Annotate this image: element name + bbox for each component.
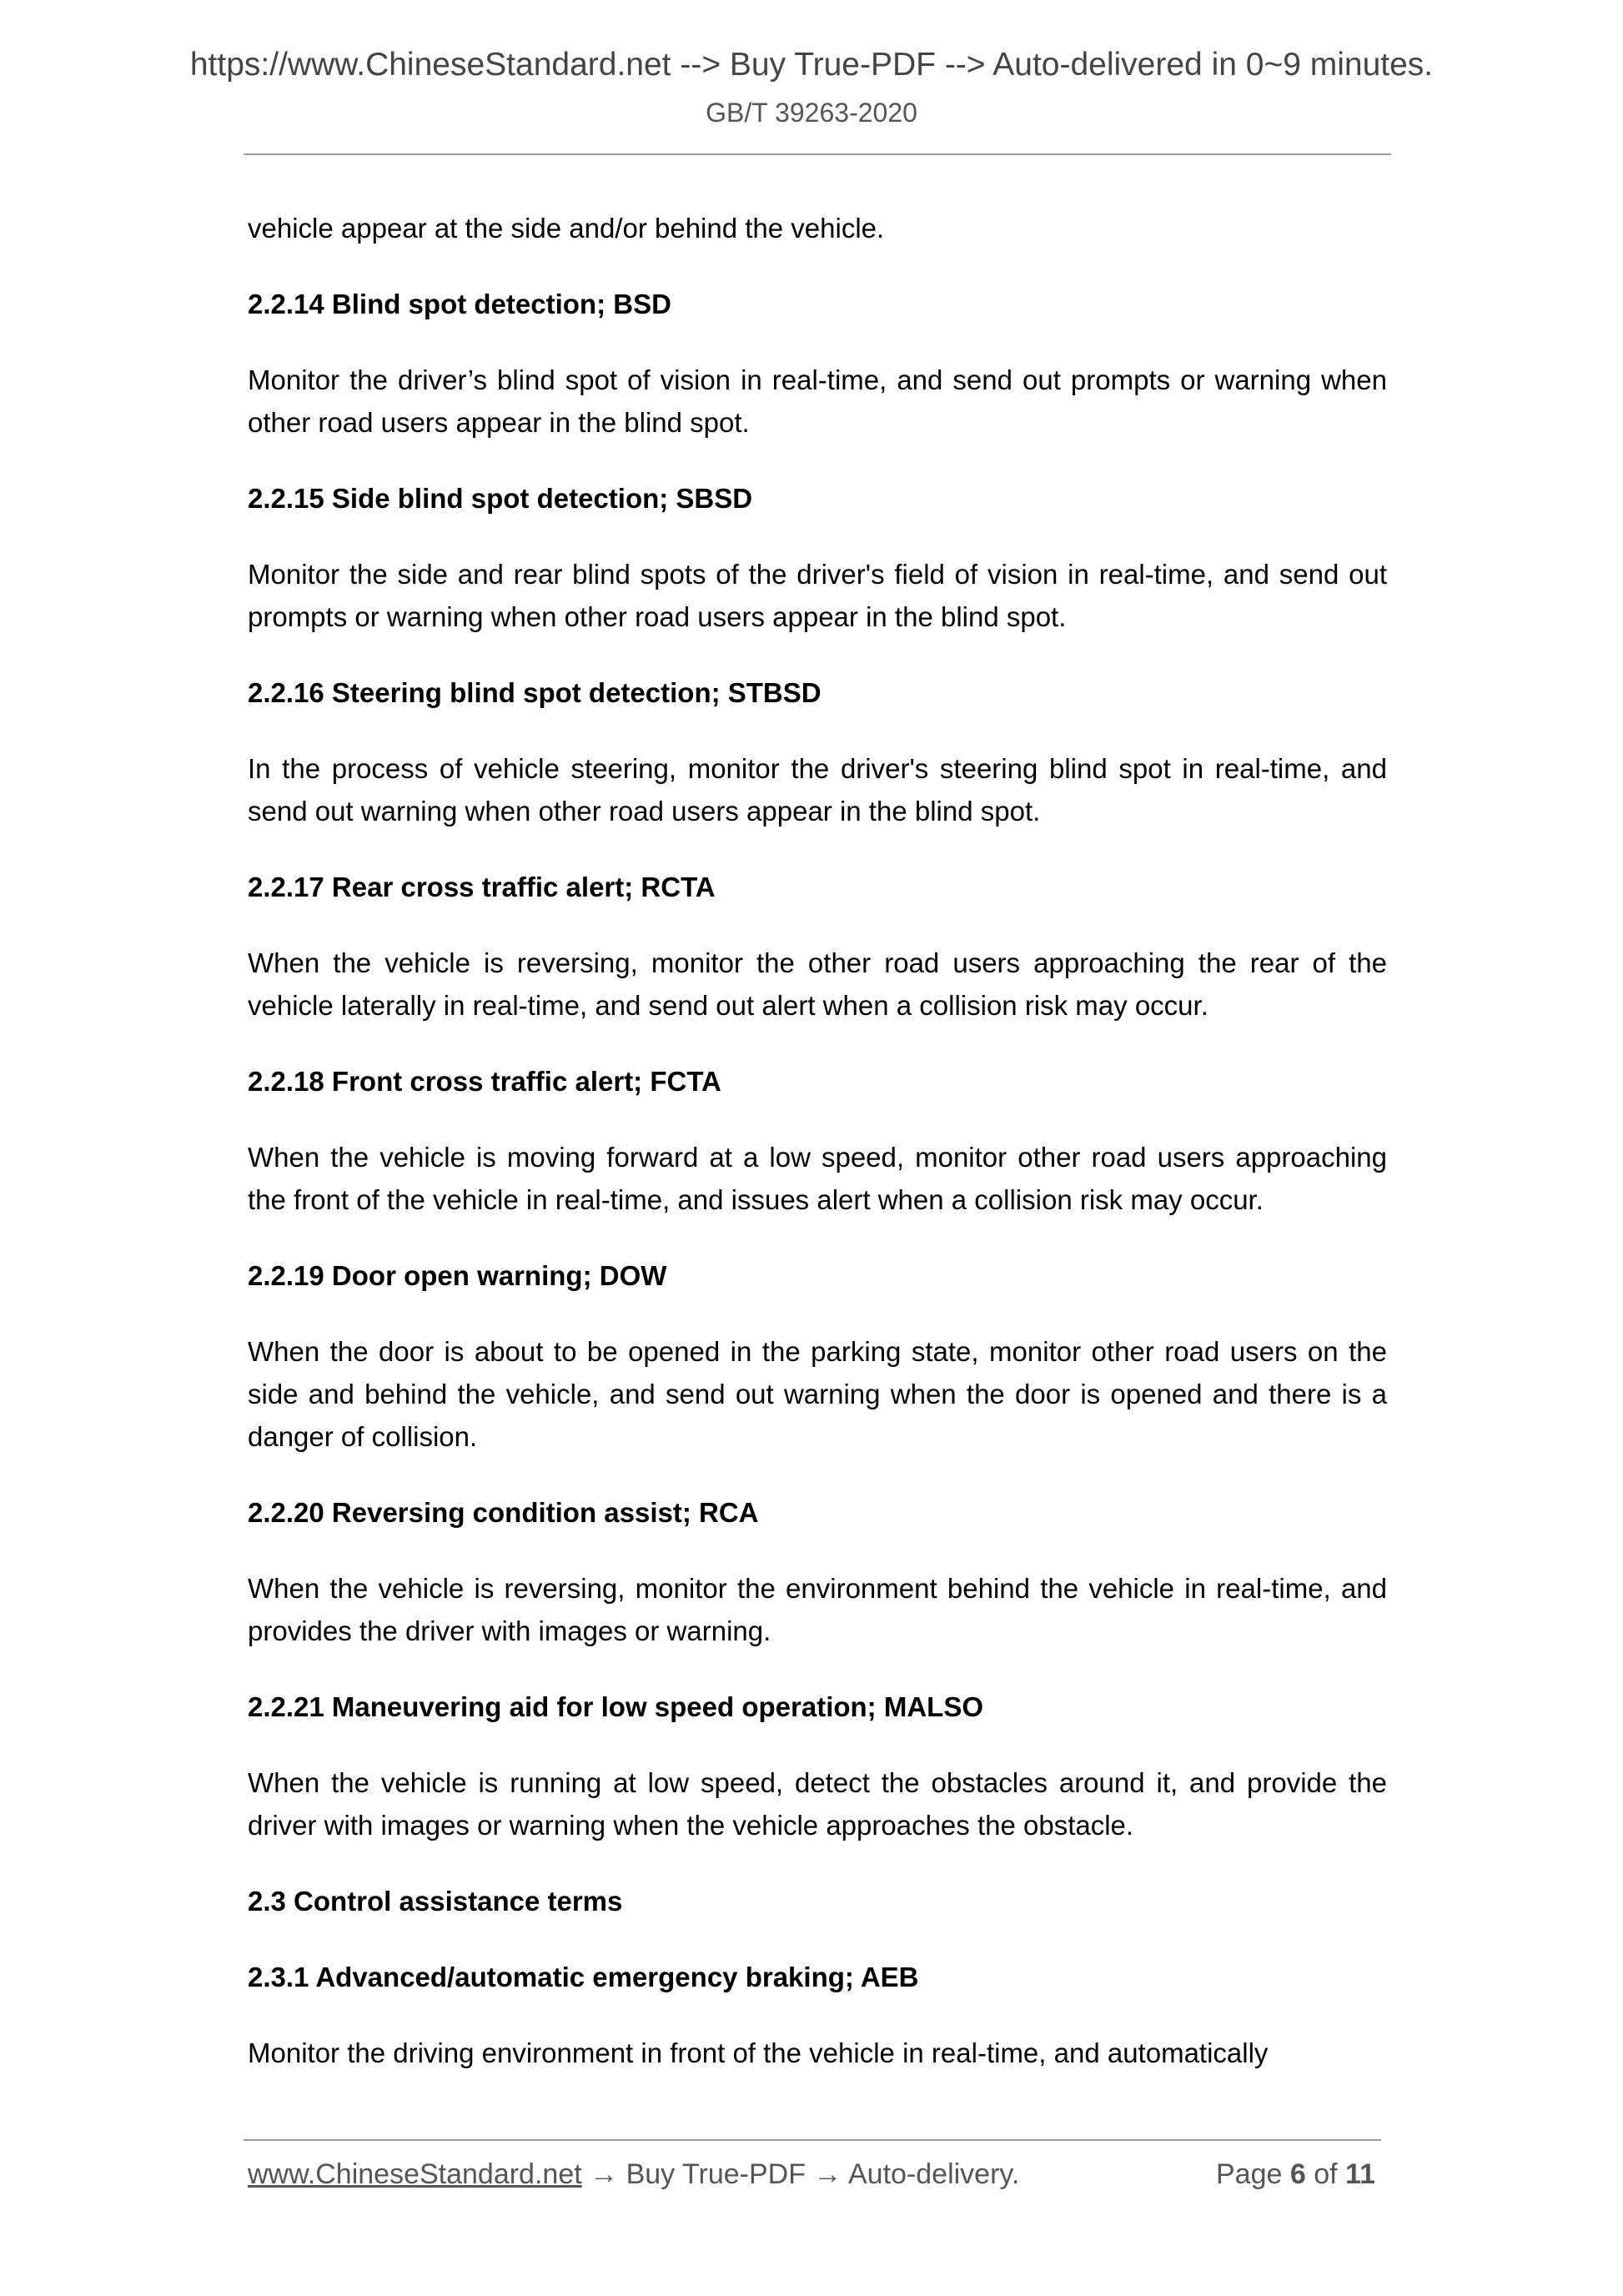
total-pages: 11: [1345, 2158, 1375, 2190]
paragraph: In the process of vehicle steering, monitor the driver's steering blind spot in real-time, and send out warning when other road users appear in the blind spot.: [248, 753, 1387, 826]
footer-text: [248, 2158, 1019, 2191]
paragraph: When the vehicle is moving forward at a low speed, monitor other road users approaching the front of the vehicle in real-time, and issues alert when a collision risk may occur.: [248, 1142, 1387, 1215]
page-indicator: Page 6 of 11: [1216, 2158, 1375, 2190]
section-heading: 2.3.1 Advanced/automatic emergency braking; AEB: [248, 1962, 919, 1992]
paragraph: When the vehicle is running at low speed, detect the obstacles around it, and provide the driver with images or warning when the vehicle approaches the obstacle.: [248, 1767, 1387, 1841]
section-heading: 2.2.17 Rear cross traffic alert; RCTA: [248, 872, 716, 902]
section-heading: 2.2.21 Maneuvering aid for low speed operation; MALSO: [248, 1691, 983, 1722]
document-body: [248, 207, 1387, 2108]
header-divider: [244, 153, 1391, 155]
paragraph: Monitor the driving environment in front of the vehicle in real-time, and automatically: [248, 2037, 1269, 2068]
paragraph: Monitor the driver’s blind spot of vision in real-time, and send out prompts or warning when other road users appear in the blind spot.: [248, 364, 1387, 438]
paragraph: vehicle appear at the side and/or behind the vehicle.: [248, 213, 885, 244]
section-heading: 2.2.16 Steering blind spot detection; STBSD: [248, 677, 822, 708]
footer: [248, 2158, 1375, 2191]
section-heading: 2.2.18 Front cross traffic alert; FCTA: [248, 1066, 721, 1097]
document-id: GB/T 39263-2020: [706, 98, 917, 128]
section-heading: 2.2.20 Reversing condition assist; RCA: [248, 1497, 759, 1528]
website-link[interactable]: www.ChineseStandard.net: [248, 2158, 582, 2190]
paragraph: When the vehicle is reversing, monitor the environment behind the vehicle in real-time, and provides the driver with images or warning.: [248, 1573, 1387, 1646]
section-heading: 2.2.14 Blind spot detection; BSD: [248, 289, 671, 319]
paragraph: When the door is about to be opened in the parking state, monitor other road users on the side and behind the vehicle, and send out warning when the door is opened and there is a danger of collision.: [248, 1336, 1387, 1452]
paragraph: When the vehicle is reversing, monitor the other road users approaching the rear of the vehicle laterally in real-time, and send out alert when a collision risk may occur.: [248, 947, 1387, 1021]
footer-tagline: → Buy True-PDF → Auto-delivery.: [581, 2158, 1020, 2190]
paragraph: Monitor the side and rear blind spots of the driver's field of vision in real-time, and send out prompts or warning when other road users appear in the blind spot.: [248, 559, 1387, 632]
section-heading: 2.2.15 Side blind spot detection; SBSD: [248, 483, 753, 514]
section-heading: 2.3 Control assistance terms: [248, 1886, 623, 1917]
footer-divider: [244, 2139, 1381, 2141]
current-page: 6: [1289, 2158, 1306, 2190]
header-banner: https://www.ChineseStandard.net --> Buy True-PDF --> Auto-delivered in 0~9 minutes.: [189, 47, 1434, 83]
section-heading: 2.2.19 Door open warning; DOW: [248, 1260, 667, 1291]
